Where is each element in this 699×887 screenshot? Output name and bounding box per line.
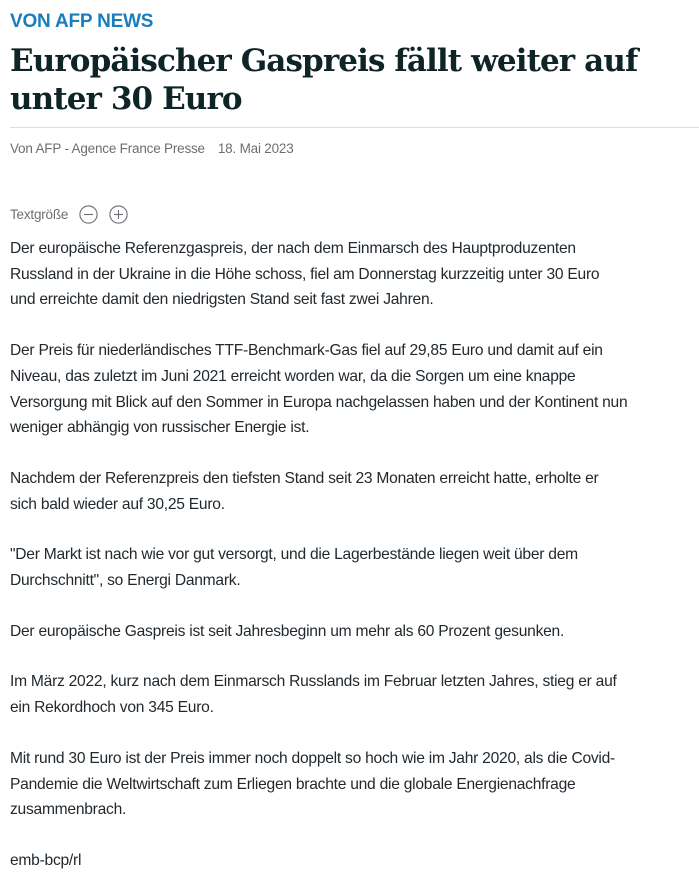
increase-text-size-button[interactable] [109, 205, 128, 224]
author-signoff: emb-bcp/rl [10, 851, 82, 869]
article-headline: Europäischer Gaspreis fällt weiter auf unter 30 Euro [10, 43, 638, 117]
paragraph: Der europäische Gaspreis ist seit Jahresbeginn um mehr als 60 Prozent gesunken. [10, 622, 565, 640]
source-kicker[interactable]: VON AFP NEWS [10, 11, 154, 32]
paragraph: Nachdem der Referenzpreis den tiefsten Stand seit 23 Monaten erreicht hatte, erholte er sich bald wieder auf 30,25 Euro. [10, 469, 599, 513]
text-size-label: Textgröße [10, 206, 69, 222]
text-size-control [10, 203, 128, 225]
minus-circle-icon [79, 205, 98, 224]
byline [10, 141, 294, 156]
article-body [10, 236, 628, 874]
author: Von AFP - Agence France Presse [10, 141, 205, 156]
decrease-text-size-button[interactable] [79, 205, 98, 224]
plus-circle-icon [109, 205, 128, 224]
paragraph: Der Preis für niederländisches TTF-Benchmark-Gas fiel auf 29,85 Euro und damit auf ein Niveau, das zuletzt im Juni 2021 erreicht worden war, da die Sorgen um eine knappe Versorgung mit Blick auf den Sommer in Europa nachgelassen haben und der Kontinent nun weniger abhängig von russischer Energie ist. [10, 342, 628, 437]
paragraph: "Der Markt ist nach wie vor gut versorgt, und die Lagerbestände liegen weit über dem Durchschnitt", so Energi Danmark. [10, 546, 578, 590]
publish-date: 18. Mai 2023 [217, 141, 294, 156]
header-divider [10, 127, 699, 128]
paragraph: Mit rund 30 Euro ist der Preis immer noch doppelt so hoch wie im Jahr 2020, als die Covid-Pandemie die Weltwirtschaft zum Erliegen brachte und die globale Energienachfrage zusammenbrach. [10, 749, 616, 819]
paragraph: Im März 2022, kurz nach dem Einmarsch Russlands im Februar letzten Jahres, stieg er auf ein Rekordhoch von 345 Euro. [10, 673, 617, 717]
paragraph: Der europäische Referenzgaspreis, der nach dem Einmarsch des Hauptproduzenten Russland in der Ukraine in die Höhe schoss, fiel am Donnerstag kurzzeitig unter 30 Euro und erreichte damit den niedrigsten Stand seit fast zwei Jahren. [10, 240, 600, 309]
